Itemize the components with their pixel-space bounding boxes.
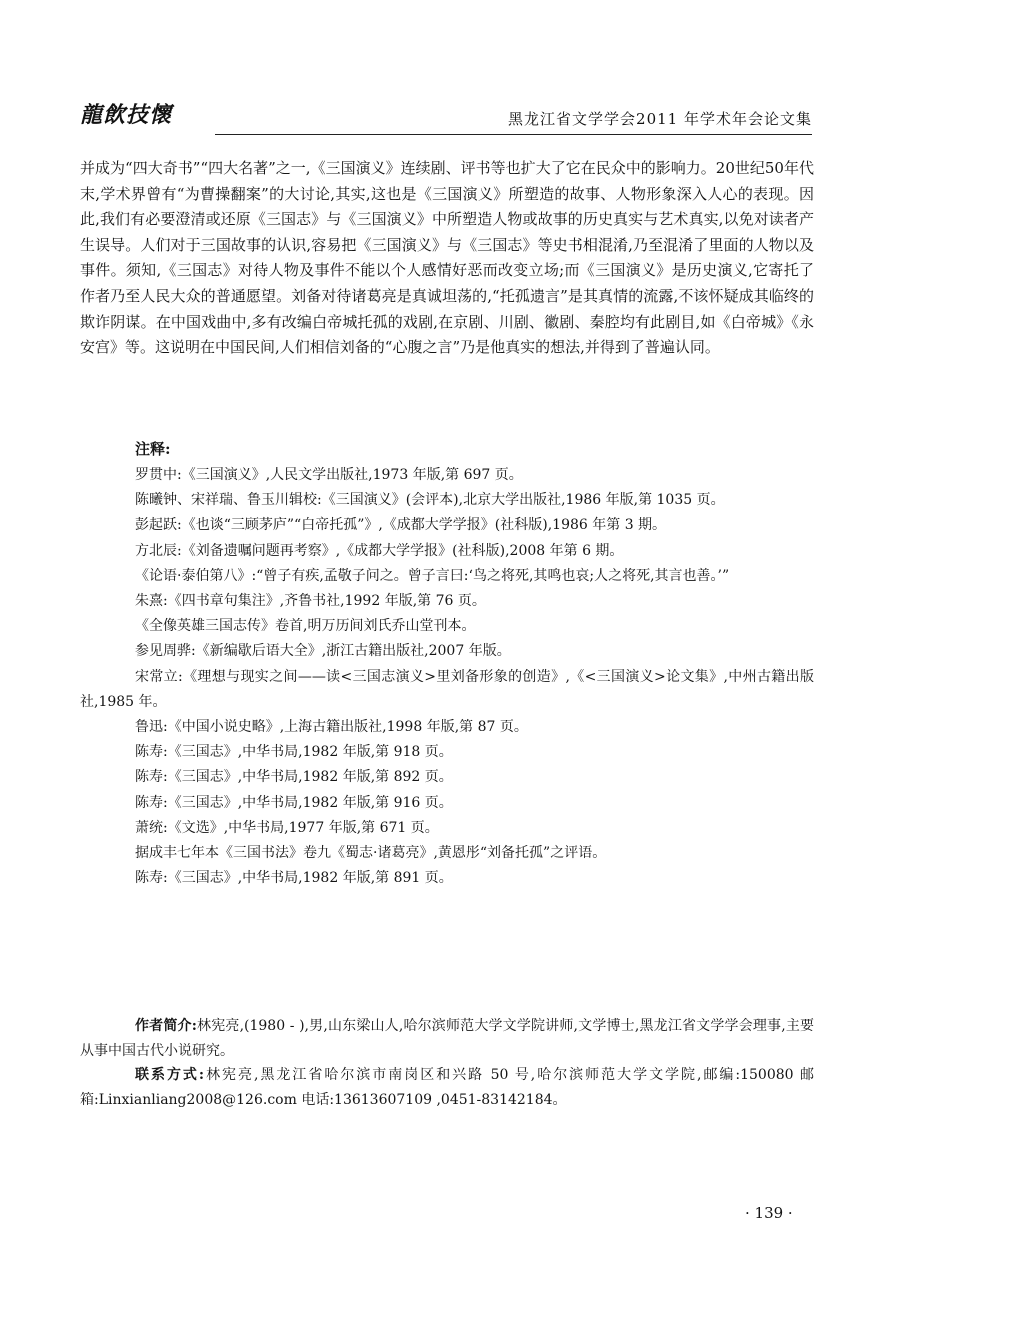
author-contact-text: 林宪亮,黑龙江省哈尔滨市南岗区和兴路 50 号,哈尔滨师范大学文学院,邮编:150080 邮箱:Linxianliang2008@126.com 电话:13613607109 ,0451-83142184。 <box>80 1067 814 1108</box>
note-item: 宋常立:《理想与现实之间——读<三国志演义>里刘备形象的创造》,《<三国演义>论文集》,中州古籍出版社,1985 年。 <box>80 668 814 710</box>
body-text <box>80 156 814 361</box>
note-item: 陈寿:《三国志》,中华书局,1982 年版,第 918 页。 <box>135 744 453 761</box>
author-bio <box>80 1014 814 1063</box>
note-item: 参见周骅:《新编歇后语大全》,浙江古籍出版社,2007 年版。 <box>135 643 511 660</box>
note-item: 陈寿:《三国志》,中华书局,1982 年版,第 892 页。 <box>135 769 453 786</box>
page-header <box>80 98 812 138</box>
author-bio-label: 作者简介: <box>135 1018 197 1034</box>
notes-list <box>80 463 814 891</box>
note-item: 陈寿:《三国志》,中华书局,1982 年版,第 891 页。 <box>135 870 453 887</box>
note-item: 朱熹:《四书章句集注》,齐鲁书社,1992 年版,第 76 页。 <box>135 593 486 610</box>
header-rule <box>215 134 812 135</box>
note-item: 《论语·泰伯第八》:“曾子有疾,孟敬子问之。曾子言曰:‘鸟之将死,其鸣也哀;人之将死,其言也善。’” <box>135 567 730 584</box>
author-contact-label: 联系方式: <box>135 1067 205 1083</box>
note-item: 鲁迅:《中国小说史略》,上海古籍出版社,1998 年版,第 87 页。 <box>135 719 528 736</box>
author-info <box>80 1014 814 1112</box>
note-item: 彭起跃:《也谈“三顾茅庐”“白帝托孤”》,《成都大学学报》(社科版),1986 年第 3 期。 <box>135 517 667 534</box>
note-item: 据成丰七年本《三国书法》卷九《蜀志·诸葛亮》,黄恩彤“刘备托孤”之评语。 <box>135 845 607 862</box>
note-item: 陈寿:《三国志》,中华书局,1982 年版,第 916 页。 <box>135 794 453 811</box>
page-number: · 139 · <box>745 1204 793 1222</box>
note-item: 方北辰:《刘备遗嘱问题再考察》,《成都大学学报》(社科版),2008 年第 6 期。 <box>135 542 624 559</box>
notes-title: 注释: <box>135 440 171 458</box>
journal-logo: 龍飲技懷 <box>80 102 173 128</box>
header-title: 黑龙江省文学学会2011 年学术年会论文集 <box>508 110 812 128</box>
note-item: 罗贯中:《三国演义》,人民文学出版社,1973 年版,第 697 页。 <box>135 467 523 483</box>
note-item: 陈曦钟、宋祥瑞、鲁玉川辑校:《三国演义》(会评本),北京大学出版社,1986 年版,第 1035 页。 <box>135 492 725 509</box>
note-item: 萧统:《文选》,中华书局,1977 年版,第 671 页。 <box>135 819 439 836</box>
author-contact <box>80 1063 814 1112</box>
author-bio-text: 林宪亮,(1980 - ),男,山东梁山人,哈尔滨师范大学文学院讲师,文学博士,黑龙江省文学学会理事,主要从事中国古代小说研究。 <box>80 1018 814 1059</box>
note-item: 《全像英雄三国志传》卷首,明万历间刘氏乔山堂刊本。 <box>135 618 476 635</box>
body-paragraph: 并成为“四大奇书”“四大名著”之一,《三国演义》连续剧、评书等也扩大了它在民众中的影响力。20世纪50年代末,学术界曾有“为曹操翻案”的大讨论,其实,这也是《三国演义》所塑造的故事、人物形象深入人心的表现。因此,我们有必要澄清或还原《三国志》与《三国演义》中所塑造人物或故事的历史真实与艺术真实,以免对读者产生误导。人们对于三国故事的认识,容易把《三国演义》与《三国志》等史书相混淆,乃至混淆了里面的人物以及事件。须知,《三国志》对待人物及事件不能以个人感情好恶而改变立场;而《三国演义》是历史演义,它寄托了作者乃至人民大众的普通愿望。刘备对待诸葛亮是真诚坦荡的,“托孤遗言”是其真情的流露,不该怀疑成其临终的欺诈阴谋。在中国戏曲中,多有改编白帝城托孤的戏剧,在京剧、川剧、徽剧、秦腔均有此剧目,如《白帝城》《永安宫》等。这说明在中国民间,人们相信刘备的“心腹之言”乃是他真实的想法,并得到了普遍认同。 <box>80 159 814 357</box>
